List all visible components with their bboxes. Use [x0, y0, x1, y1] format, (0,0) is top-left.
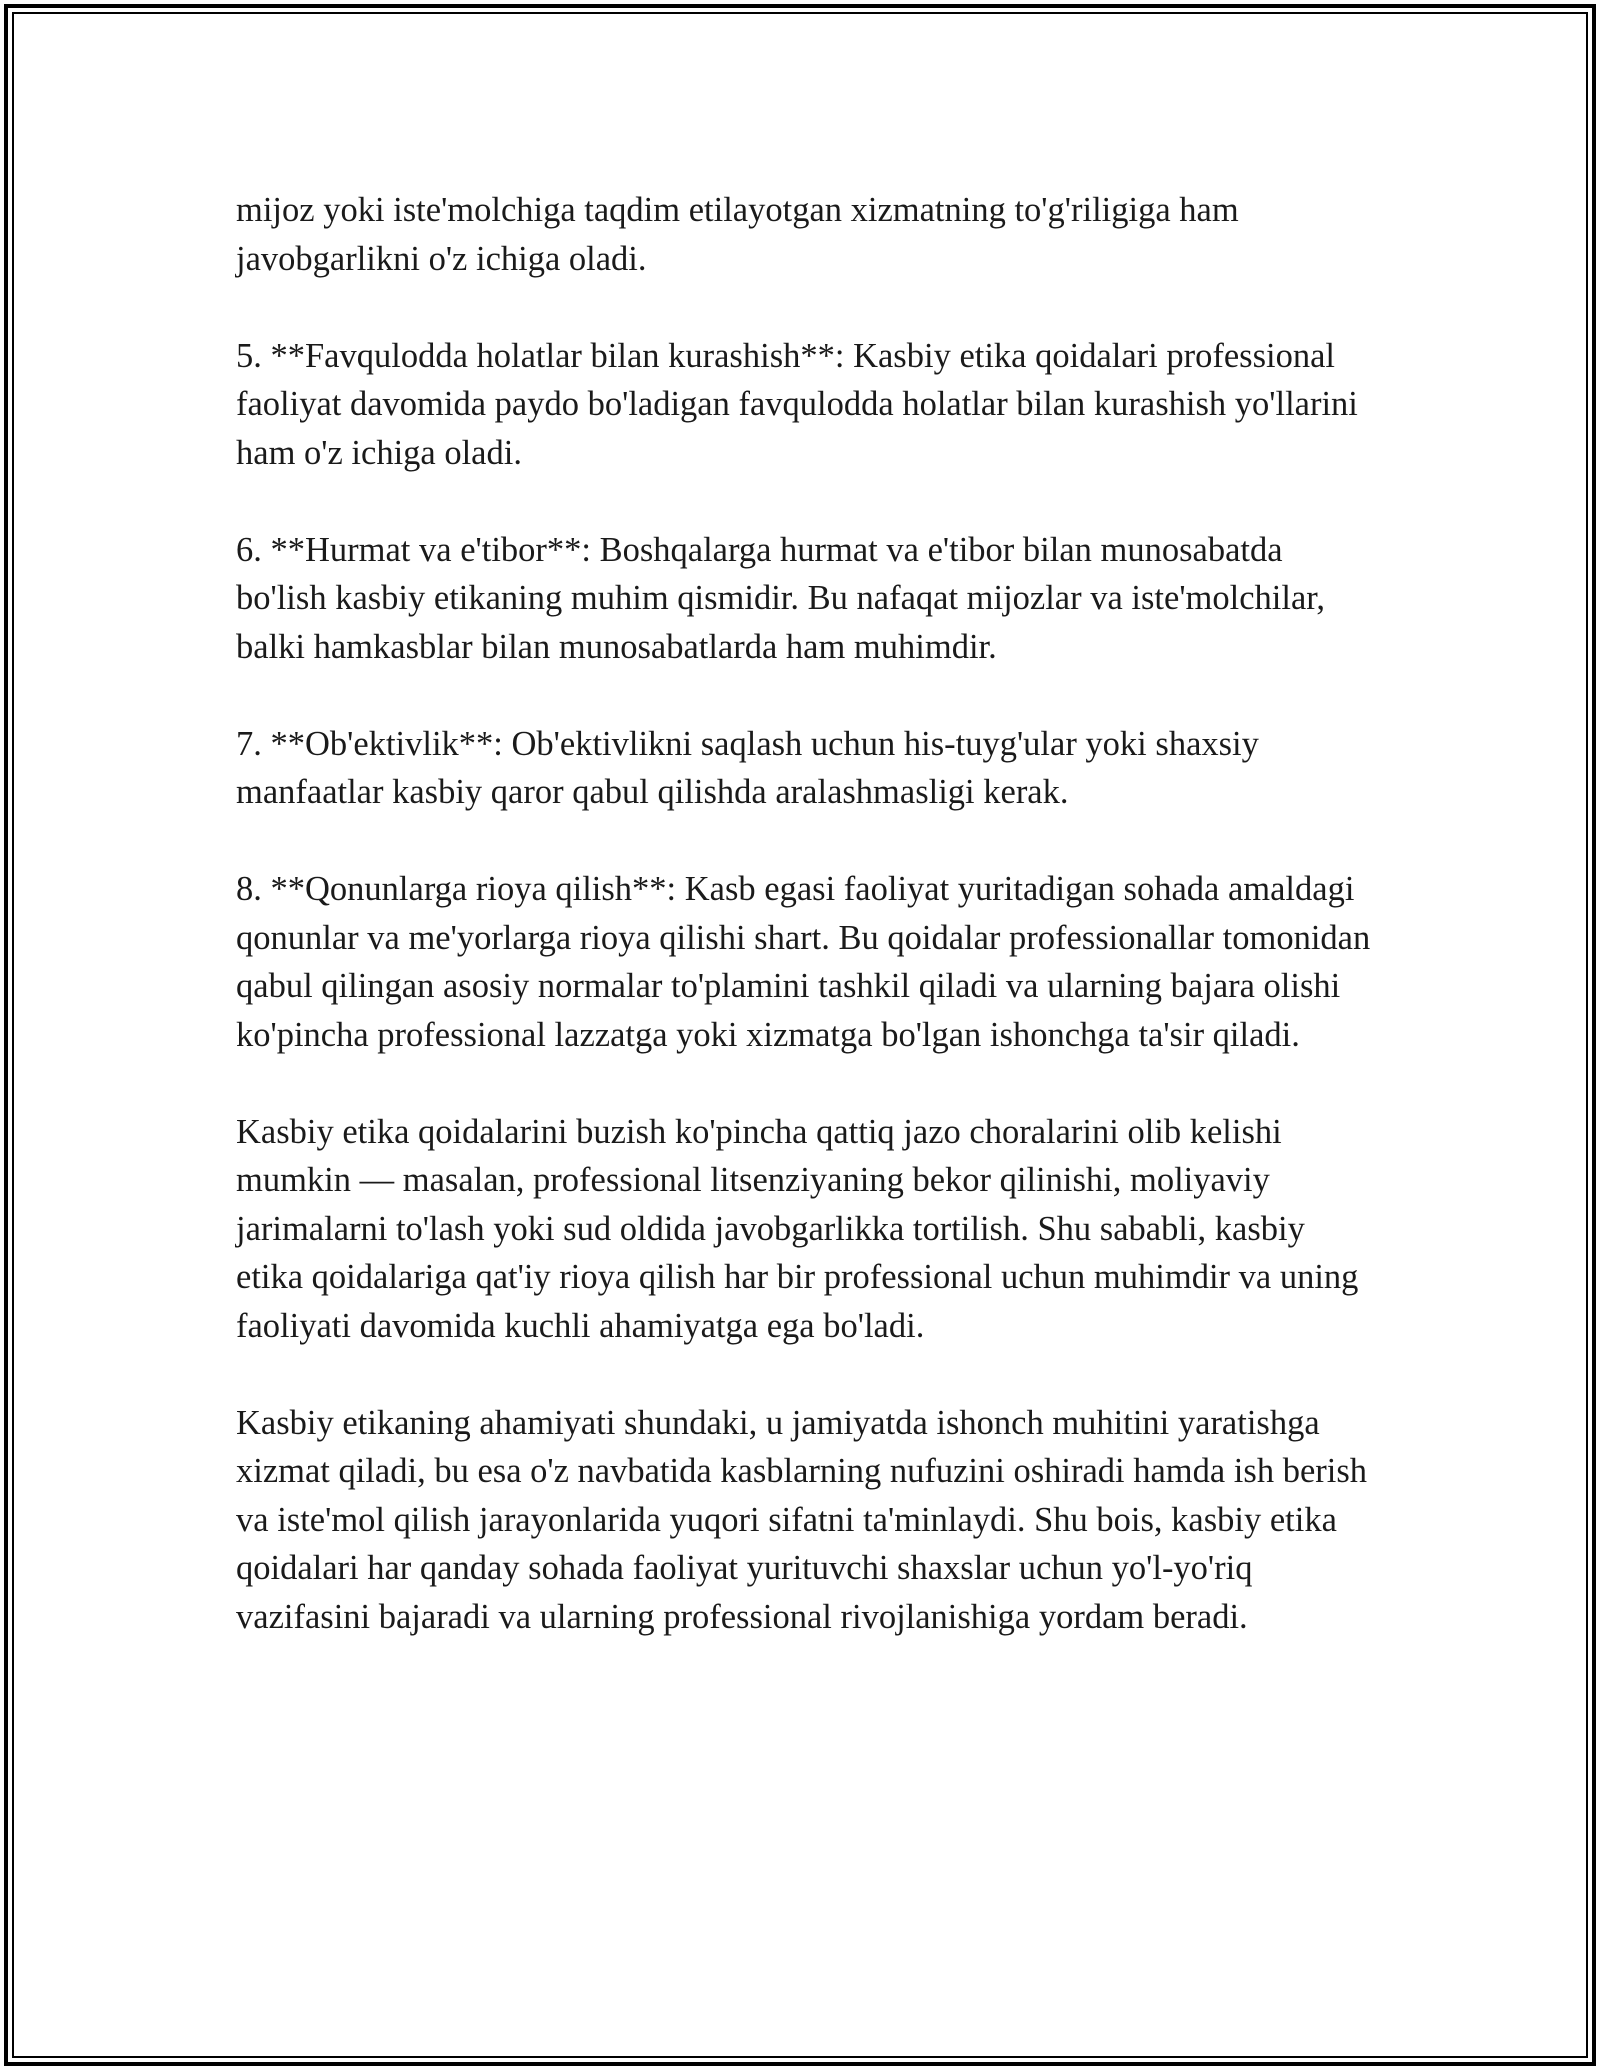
paragraph-item-6: 6. **Hurmat va e'tibor**: Boshqalarga hurmat va e'tibor bilan munosabatda bo'lish kasbiy etikaning muhim qismidir. Bu nafaqat mijozlar va iste'molchilar, balki hamkasblar bilan munosabatlarda ham muhimdir. — [236, 530, 1325, 666]
paragraph-item-7: 7. **Ob'ektivlik**: Ob'ektivlikni saqlash uchun his-tuyg'ular yoki shaxsiy manfaatlar kasbiy qaror qabul qilishda aralashmasligi kerak. — [236, 724, 1259, 811]
paragraph-item-5: 5. **Favqulodda holatlar bilan kurashish**: Kasbiy etika qoidalari professional faoliyat davomida paydo bo'ladigan favqulodda holatlar bilan kurashish yo'llarini ham o'z ichiga oladi. — [236, 336, 1358, 472]
paragraph-importance: Kasbiy etikaning ahamiyati shundaki, u jamiyatda ishonch muhitini yaratishga xizmat qiladi, bu esa o'z navbatida kasblarning nufuzini oshiradi hamda ish berish va iste'mol qilish jarayonlarida yuqori sifatni ta'minlaydi. Shu bois, kasbiy etika qoidalari har qanday sohada faoliyat yurituvchi shaxslar uchun yo'l-yo'riq vazifasini bajaradi va ularning professional rivojlanishiga yordam beradi. — [236, 1403, 1368, 1636]
paragraph-item-8: 8. **Qonunlarga rioya qilish**: Kasb egasi faoliyat yuritadigan sohada amaldagi qonunlar va me'yorlarga rioya qilishi shart. Bu qoidalar professionallar tomonidan qabul qilingan asosiy normalar to'plamini tashkil qiladi va ularning bajara olishi ko'pincha professional lazzatga yoki xizmatga bo'lgan ishonchga ta'sir qiladi. — [236, 870, 1371, 1054]
paragraph-violations: Kasbiy etika qoidalarini buzish ko'pincha qattiq jazo choralarini olib kelishi mumkin — masalan, professional litsenziyaning bekor qilinishi, moliyaviy jarimalarni to'lash yoki sud oldida javobgarlikka tortilish. Shu sababli, kasbiy etika qoidalariga qat'iy rioya qilish har bir professional uchun muhimdir va uning faoliyati davomida kuchli ahamiyatga ega bo'ladi. — [236, 1112, 1359, 1345]
document-body — [236, 186, 1376, 1641]
paragraph-continuation: mijoz yoki iste'molchiga taqdim etilayotgan xizmatning to'g'riligiga ham javobgarlikni o'z ichiga oladi. — [236, 191, 1239, 278]
